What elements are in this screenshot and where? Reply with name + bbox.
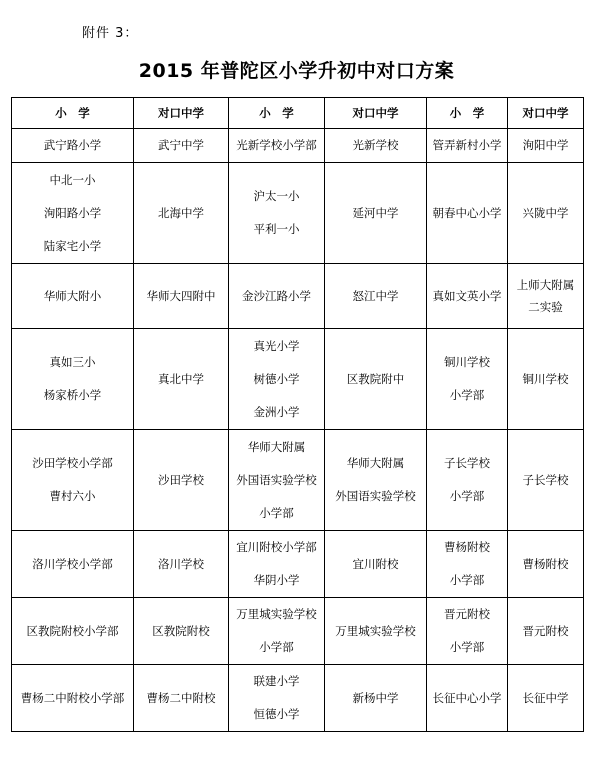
primary-school-cell [229, 598, 325, 665]
school-name: 树德小学 [253, 371, 300, 386]
middle-school-cell [325, 430, 427, 531]
primary-school-cell [12, 531, 134, 598]
header-primary-school-2: 小 学 [229, 98, 325, 129]
middle-school-cell [325, 129, 427, 163]
school-name: 宜川附校 [352, 556, 399, 571]
school-name: 延河中学 [352, 205, 399, 220]
middle-school-cell [325, 531, 427, 598]
header-middle-school-2: 对口中学 [325, 98, 427, 129]
school-name: 洛川学校小学部 [32, 556, 113, 571]
primary-school-cell [229, 665, 325, 732]
school-name: 长征中心小学 [432, 690, 502, 705]
school-name: 沙田学校 [158, 472, 204, 487]
middle-school-cell [134, 329, 229, 430]
school-name: 宜川附校小学部 [236, 540, 317, 554]
school-name: 曹杨二中附校小学部 [20, 690, 125, 705]
table-header-row [12, 98, 584, 129]
school-name: 小学部 [449, 573, 485, 587]
school-name: 武宁路小学 [43, 138, 102, 152]
school-name: 联建小学 [253, 674, 300, 688]
primary-school-cell [229, 531, 325, 598]
primary-school-cell [427, 665, 508, 732]
school-name: 真光小学 [253, 338, 300, 353]
school-name: 管弄新村小学 [432, 138, 502, 152]
school-name: 洵阳路小学 [43, 205, 102, 220]
school-name: 子长学校 [444, 456, 490, 470]
school-name: 曹杨附校 [522, 556, 569, 571]
middle-school-cell [134, 163, 229, 264]
school-name: 小学部 [259, 640, 294, 654]
middle-school-cell [325, 329, 427, 430]
middle-school-cell [134, 665, 229, 732]
school-name: 恒德小学 [253, 707, 300, 721]
table-row [12, 163, 584, 264]
primary-school-cell [427, 531, 508, 598]
primary-school-cell [427, 264, 508, 329]
school-name: 晋元附校 [444, 607, 490, 621]
school-name: 华师大附属 [346, 456, 405, 470]
middle-school-cell [508, 163, 584, 264]
middle-school-cell [508, 129, 584, 163]
table-row [12, 531, 584, 598]
primary-school-cell [427, 430, 508, 531]
middle-school-cell [325, 598, 427, 665]
school-name: 金沙江路小学 [242, 288, 311, 303]
school-name: 怒江中学 [352, 288, 399, 303]
school-name: 外国语实验学校 [335, 489, 416, 503]
middle-school-cell [325, 163, 427, 264]
primary-school-cell [229, 264, 325, 329]
middle-school-cell [134, 430, 229, 531]
primary-school-cell [427, 598, 508, 665]
school-name: 洵阳中学 [522, 138, 569, 152]
primary-school-cell [12, 129, 134, 163]
school-name: 晋元附校 [522, 623, 569, 638]
school-name: 朝春中心小学 [432, 205, 502, 220]
header-primary-school-3: 小 学 [427, 98, 508, 129]
school-name: 铜川学校 [522, 371, 569, 386]
middle-school-cell [508, 665, 584, 732]
header-middle-school-1: 对口中学 [134, 98, 229, 129]
school-assignment-table [11, 97, 584, 732]
primary-school-cell [12, 329, 134, 430]
table-row [12, 665, 584, 732]
school-name: 华阴小学 [253, 573, 300, 587]
school-name: 曹杨附校 [444, 540, 490, 554]
primary-school-cell [427, 129, 508, 163]
school-name: 兴陇中学 [522, 205, 569, 220]
table-row [12, 430, 584, 531]
table-row [12, 264, 584, 329]
school-name: 长征中学 [522, 690, 569, 705]
school-name: 上师大附属 [516, 278, 575, 292]
school-name: 万里城实验学校 [236, 607, 317, 621]
school-name: 北海中学 [158, 205, 204, 220]
table-row [12, 329, 584, 430]
middle-school-cell [134, 531, 229, 598]
table-row [12, 129, 584, 163]
school-name: 新杨中学 [352, 690, 399, 705]
primary-school-cell [229, 163, 325, 264]
school-name: 光新学校 [352, 138, 399, 152]
school-name: 区教院附中 [346, 371, 405, 386]
document-title: 2015 年普陀区小学升初中对口方案 [138, 60, 455, 82]
header-middle-school-3: 对口中学 [508, 98, 584, 129]
middle-school-cell [508, 329, 584, 430]
middle-school-cell [325, 264, 427, 329]
primary-school-cell [229, 430, 325, 531]
school-name: 中北一小 [49, 172, 96, 187]
school-name: 小学部 [259, 505, 294, 520]
middle-school-cell [134, 129, 229, 163]
school-name: 平利一小 [253, 222, 300, 236]
school-name: 真如三小 [49, 355, 96, 369]
primary-school-cell [427, 329, 508, 430]
primary-school-cell [229, 329, 325, 430]
school-name: 真北中学 [158, 371, 204, 386]
middle-school-cell [134, 264, 229, 329]
primary-school-cell [12, 430, 134, 531]
school-name: 小学部 [449, 640, 485, 654]
school-name: 区教院附校小学部 [26, 623, 119, 638]
middle-school-cell [508, 264, 584, 329]
attachment-label: 附件 3： [82, 26, 139, 41]
primary-school-cell [229, 129, 325, 163]
school-name: 华师大附小 [43, 288, 102, 303]
header-primary-school-1: 小 学 [12, 98, 134, 129]
school-name: 区教院附校 [152, 623, 210, 638]
school-name: 沪太一小 [253, 189, 300, 203]
school-name: 陆家宅小学 [43, 238, 102, 253]
primary-school-cell [427, 163, 508, 264]
school-name: 二实验 [528, 300, 563, 314]
middle-school-cell [508, 531, 584, 598]
middle-school-cell [325, 665, 427, 732]
school-name: 铜川学校 [444, 355, 490, 369]
middle-school-cell [508, 598, 584, 665]
school-name: 洛川学校 [158, 556, 204, 571]
school-name: 光新学校小学部 [236, 138, 317, 152]
school-name: 外国语实验学校 [236, 472, 317, 487]
school-name: 华师大附属 [247, 439, 306, 454]
school-name: 小学部 [449, 489, 485, 503]
school-name: 金洲小学 [253, 404, 300, 419]
school-name: 曹村六小 [49, 489, 96, 503]
school-name: 万里城实验学校 [335, 623, 416, 638]
table-row [12, 598, 584, 665]
middle-school-cell [134, 598, 229, 665]
school-name: 子长学校 [522, 472, 569, 487]
primary-school-cell [12, 163, 134, 264]
school-name: 真如文英小学 [432, 288, 502, 303]
school-name: 小学部 [449, 388, 485, 402]
primary-school-cell [12, 665, 134, 732]
school-name: 曹杨二中附校 [146, 690, 216, 705]
primary-school-cell [12, 598, 134, 665]
school-name: 武宁中学 [158, 138, 204, 152]
middle-school-cell [508, 430, 584, 531]
school-name: 杨家桥小学 [43, 388, 102, 402]
primary-school-cell [12, 264, 134, 329]
school-name: 华师大四附中 [146, 288, 216, 303]
school-name: 沙田学校小学部 [32, 456, 113, 470]
